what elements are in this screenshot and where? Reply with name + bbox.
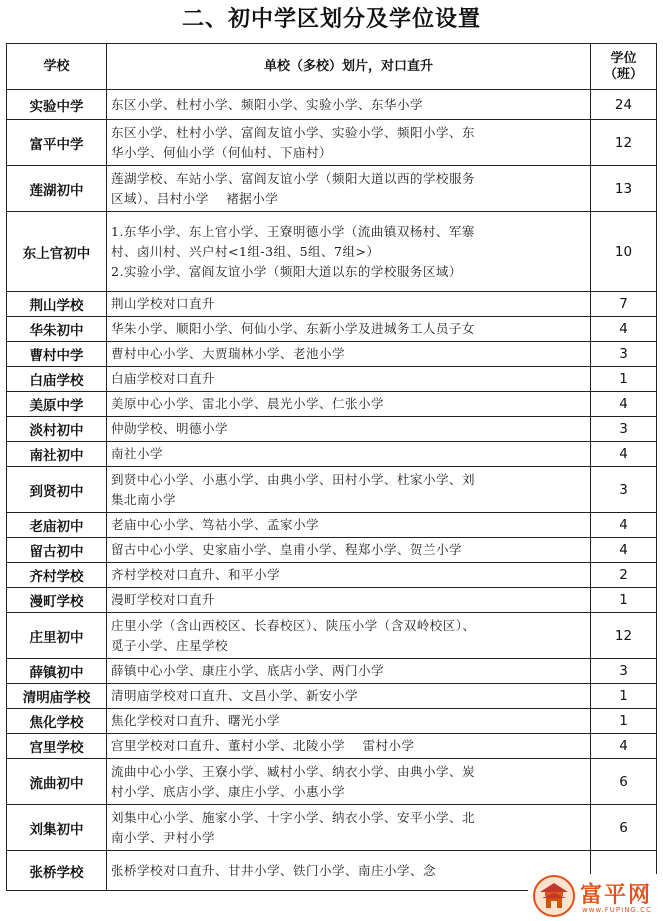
- feeder-schools-cell: [107, 417, 591, 442]
- table-row: [7, 417, 657, 442]
- table-row: [7, 120, 657, 166]
- seats-cell: 4: [591, 392, 657, 417]
- feeder-schools-cell: [107, 292, 591, 317]
- seats-cell: 2: [591, 563, 657, 588]
- seats-cell: 1: [591, 684, 657, 709]
- feeder-schools-cell: [107, 588, 591, 613]
- seats-cell: 4: [591, 734, 657, 759]
- school-name-cell: 淡村初中: [7, 417, 107, 442]
- feeder-line: 仲勋学校、明德小学: [111, 421, 229, 436]
- feeder-line: 到贤中心小学、小惠小学、由典小学、田村小学、杜家小学、刘: [111, 471, 476, 487]
- feeder-line: 莲湖学校、车站小学、富阎友谊小学（频阳大道以西的学校服务: [111, 170, 476, 186]
- seats-cell: 4: [591, 513, 657, 538]
- feeder-line: 刘集中心小学、施家小学、十字小学、纳衣小学、安平小学、北: [111, 809, 476, 825]
- school-name-cell: 到贤初中: [7, 467, 107, 513]
- table-row: [7, 90, 657, 120]
- table-header-row: [7, 44, 657, 90]
- seats-cell: 6: [591, 759, 657, 805]
- feeder-line: 焦化学校对口直升、曙光小学: [111, 713, 281, 728]
- seats-cell: 12: [591, 120, 657, 166]
- pagoda-icon: [530, 875, 578, 917]
- table-row: [7, 538, 657, 563]
- feeder-line: 老庙中心小学、笃祜小学、孟家小学: [111, 517, 320, 532]
- feeder-schools-cell: [107, 709, 591, 734]
- feeder-line: 庄里小学（含山西校区、长春校区）、陕压小学（含双岭校区）、: [111, 617, 476, 633]
- school-name-cell: 南社初中: [7, 442, 107, 467]
- table-row: [7, 659, 657, 684]
- seats-cell: 4: [591, 442, 657, 467]
- header-seats-line2: （班）: [603, 66, 643, 82]
- seats-cell: 3: [591, 659, 657, 684]
- feeder-line: 南小学、尹村小学: [111, 829, 216, 845]
- seats-cell: 12: [591, 613, 657, 659]
- seats-cell: 1: [591, 367, 657, 392]
- feeder-schools-cell: [107, 442, 591, 467]
- feeder-schools-cell: [107, 613, 591, 659]
- seats-cell: 4: [591, 538, 657, 563]
- school-name-cell: 美原中学: [7, 392, 107, 417]
- feeder-schools-cell: [107, 805, 591, 851]
- feeder-line: 曹村中心小学、大贾瑞林小学、老池小学: [111, 346, 346, 361]
- seats-cell: 7: [591, 292, 657, 317]
- feeder-schools-cell: [107, 392, 591, 417]
- feeder-line: 1.东华小学、东上官小学、王寮明德小学（流曲镇双杨村、军寨: [111, 223, 475, 239]
- seats-cell: 6: [591, 805, 657, 851]
- table-row: [7, 442, 657, 467]
- table-row: [7, 709, 657, 734]
- table-body: [7, 90, 657, 891]
- table-row: [7, 367, 657, 392]
- school-district-table: [6, 43, 657, 891]
- school-name-cell: 华朱初中: [7, 317, 107, 342]
- school-name-cell: 薛镇初中: [7, 659, 107, 684]
- feeder-schools-cell: [107, 734, 591, 759]
- table-row: [7, 734, 657, 759]
- feeder-line: 张桥学校对口直升、甘井小学、铁门小学、南庄小学、念: [111, 862, 437, 878]
- school-name-cell: 漫町学校: [7, 588, 107, 613]
- header-seats-line1: 学位: [610, 50, 637, 66]
- table-row: [7, 805, 657, 851]
- feeder-line: 清明庙学校对口直升、文昌小学、新安小学: [111, 688, 359, 703]
- feeder-line: 留古中心小学、史家庙小学、皇甫小学、程郑小学、贺兰小学: [111, 542, 463, 557]
- table-row: [7, 292, 657, 317]
- feeder-schools-cell: [107, 684, 591, 709]
- school-name-cell: 老庙初中: [7, 513, 107, 538]
- feeder-line: 华小学、何仙小学（何仙村、下庙村）: [111, 144, 333, 160]
- school-name-cell: 白庙学校: [7, 367, 107, 392]
- table-row: [7, 342, 657, 367]
- feeder-line: 流曲中心小学、王寮小学、臧村小学、纳衣小学、由典小学、炭: [111, 763, 476, 779]
- feeder-schools-cell: [107, 513, 591, 538]
- seats-cell: 10: [591, 212, 657, 292]
- header-school: 学校: [7, 44, 107, 90]
- header-feeders: 单校（多校）划片，对口直升: [107, 44, 591, 90]
- page-title: 二、初中学区划分及学位设置: [181, 7, 481, 32]
- feeder-schools-cell: [107, 90, 591, 120]
- seats-cell: 1: [591, 709, 657, 734]
- feeder-line: 齐村学校对口直升、和平小学: [111, 567, 281, 582]
- feeder-line: 集北南小学: [111, 491, 177, 507]
- feeder-line: 村小学、底店小学、康庄小学、小惠小学: [111, 783, 346, 799]
- school-name-cell: 东上官初中: [7, 212, 107, 292]
- seats-cell: 3: [591, 467, 657, 513]
- table-row: [7, 759, 657, 805]
- feeder-line: 白庙学校对口直升: [111, 371, 216, 386]
- school-name-cell: 留古初中: [7, 538, 107, 563]
- seats-cell: 3: [591, 417, 657, 442]
- feeder-schools-cell: [107, 467, 591, 513]
- school-name-cell: 荆山学校: [7, 292, 107, 317]
- school-name-cell: 莲湖初中: [7, 166, 107, 212]
- feeder-line: 荆山学校对口直升: [111, 296, 216, 311]
- feeder-line: 华朱小学、顺阳小学、何仙小学、东新小学及进城务工人员子女: [111, 321, 476, 336]
- school-name-cell: 实验中学: [7, 90, 107, 120]
- school-name-cell: 焦化学校: [7, 709, 107, 734]
- school-name-cell: 富平中学: [7, 120, 107, 166]
- feeder-line: 漫町学校对口直升: [111, 592, 216, 607]
- feeder-schools-cell: [107, 659, 591, 684]
- feeder-schools-cell: [107, 759, 591, 805]
- school-name-cell: 流曲初中: [7, 759, 107, 805]
- watermark-text: 富平网: [580, 883, 653, 908]
- school-name-cell: 宫里学校: [7, 734, 107, 759]
- school-name-cell: 清明庙学校: [7, 684, 107, 709]
- table-row: [7, 392, 657, 417]
- feeder-schools-cell: [107, 166, 591, 212]
- seats-cell: 24: [591, 90, 657, 120]
- header-seats: [591, 44, 657, 90]
- school-name-cell: 齐村学校: [7, 563, 107, 588]
- feeder-line: 东区小学、杜村小学、富阎友谊小学、实验小学、频阳小学、东: [111, 124, 476, 140]
- table-row: [7, 613, 657, 659]
- seats-cell: 3: [591, 342, 657, 367]
- feeder-schools-cell: [107, 120, 591, 166]
- table-row: [7, 212, 657, 292]
- table-row: [7, 166, 657, 212]
- feeder-line: 村、卤川村、兴户村<1组-3组、5组、7组>）: [111, 243, 380, 259]
- feeder-schools-cell: [107, 317, 591, 342]
- school-name-cell: 刘集初中: [7, 805, 107, 851]
- feeder-schools-cell: [107, 538, 591, 563]
- seats-cell: 4: [591, 317, 657, 342]
- school-name-cell: 曹村中学: [7, 342, 107, 367]
- school-name-cell: 张桥学校: [7, 851, 107, 891]
- watermark-logo: [528, 874, 659, 918]
- feeder-line: 南社小学: [111, 446, 164, 461]
- feeder-schools-cell: [107, 212, 591, 292]
- table-row: [7, 588, 657, 613]
- table-row: [7, 513, 657, 538]
- feeder-line: 薛镇中心小学、康庄小学、底店小学、两门小学: [111, 663, 385, 678]
- seats-cell: 1: [591, 588, 657, 613]
- feeder-line: 美原中心小学、雷北小学、晨光小学、仁张小学: [111, 396, 385, 411]
- table-row: [7, 563, 657, 588]
- school-name-cell: 庄里初中: [7, 613, 107, 659]
- feeder-schools-cell: [107, 367, 591, 392]
- feeder-schools-cell: [107, 563, 591, 588]
- feeder-line: 区域）、吕村小学 褚据小学: [111, 190, 279, 206]
- table-row: [7, 467, 657, 513]
- feeder-line: 宫里学校对口直升、董村小学、北陵小学 雷村小学: [111, 738, 415, 753]
- feeder-schools-cell: [107, 342, 591, 367]
- table-row: [7, 684, 657, 709]
- table-row: [7, 317, 657, 342]
- feeder-line: 觅子小学、庄星学校: [111, 637, 229, 653]
- watermark-url: www.FUPING.CC: [582, 906, 652, 914]
- seats-cell: 13: [591, 166, 657, 212]
- feeder-schools-cell: [107, 851, 591, 891]
- feeder-line: 东区小学、杜村小学、频阳小学、实验小学、东华小学: [111, 96, 424, 112]
- feeder-line: 2.实验小学、富阎友谊小学（频阳大道以东的学校服务区域）: [111, 263, 462, 279]
